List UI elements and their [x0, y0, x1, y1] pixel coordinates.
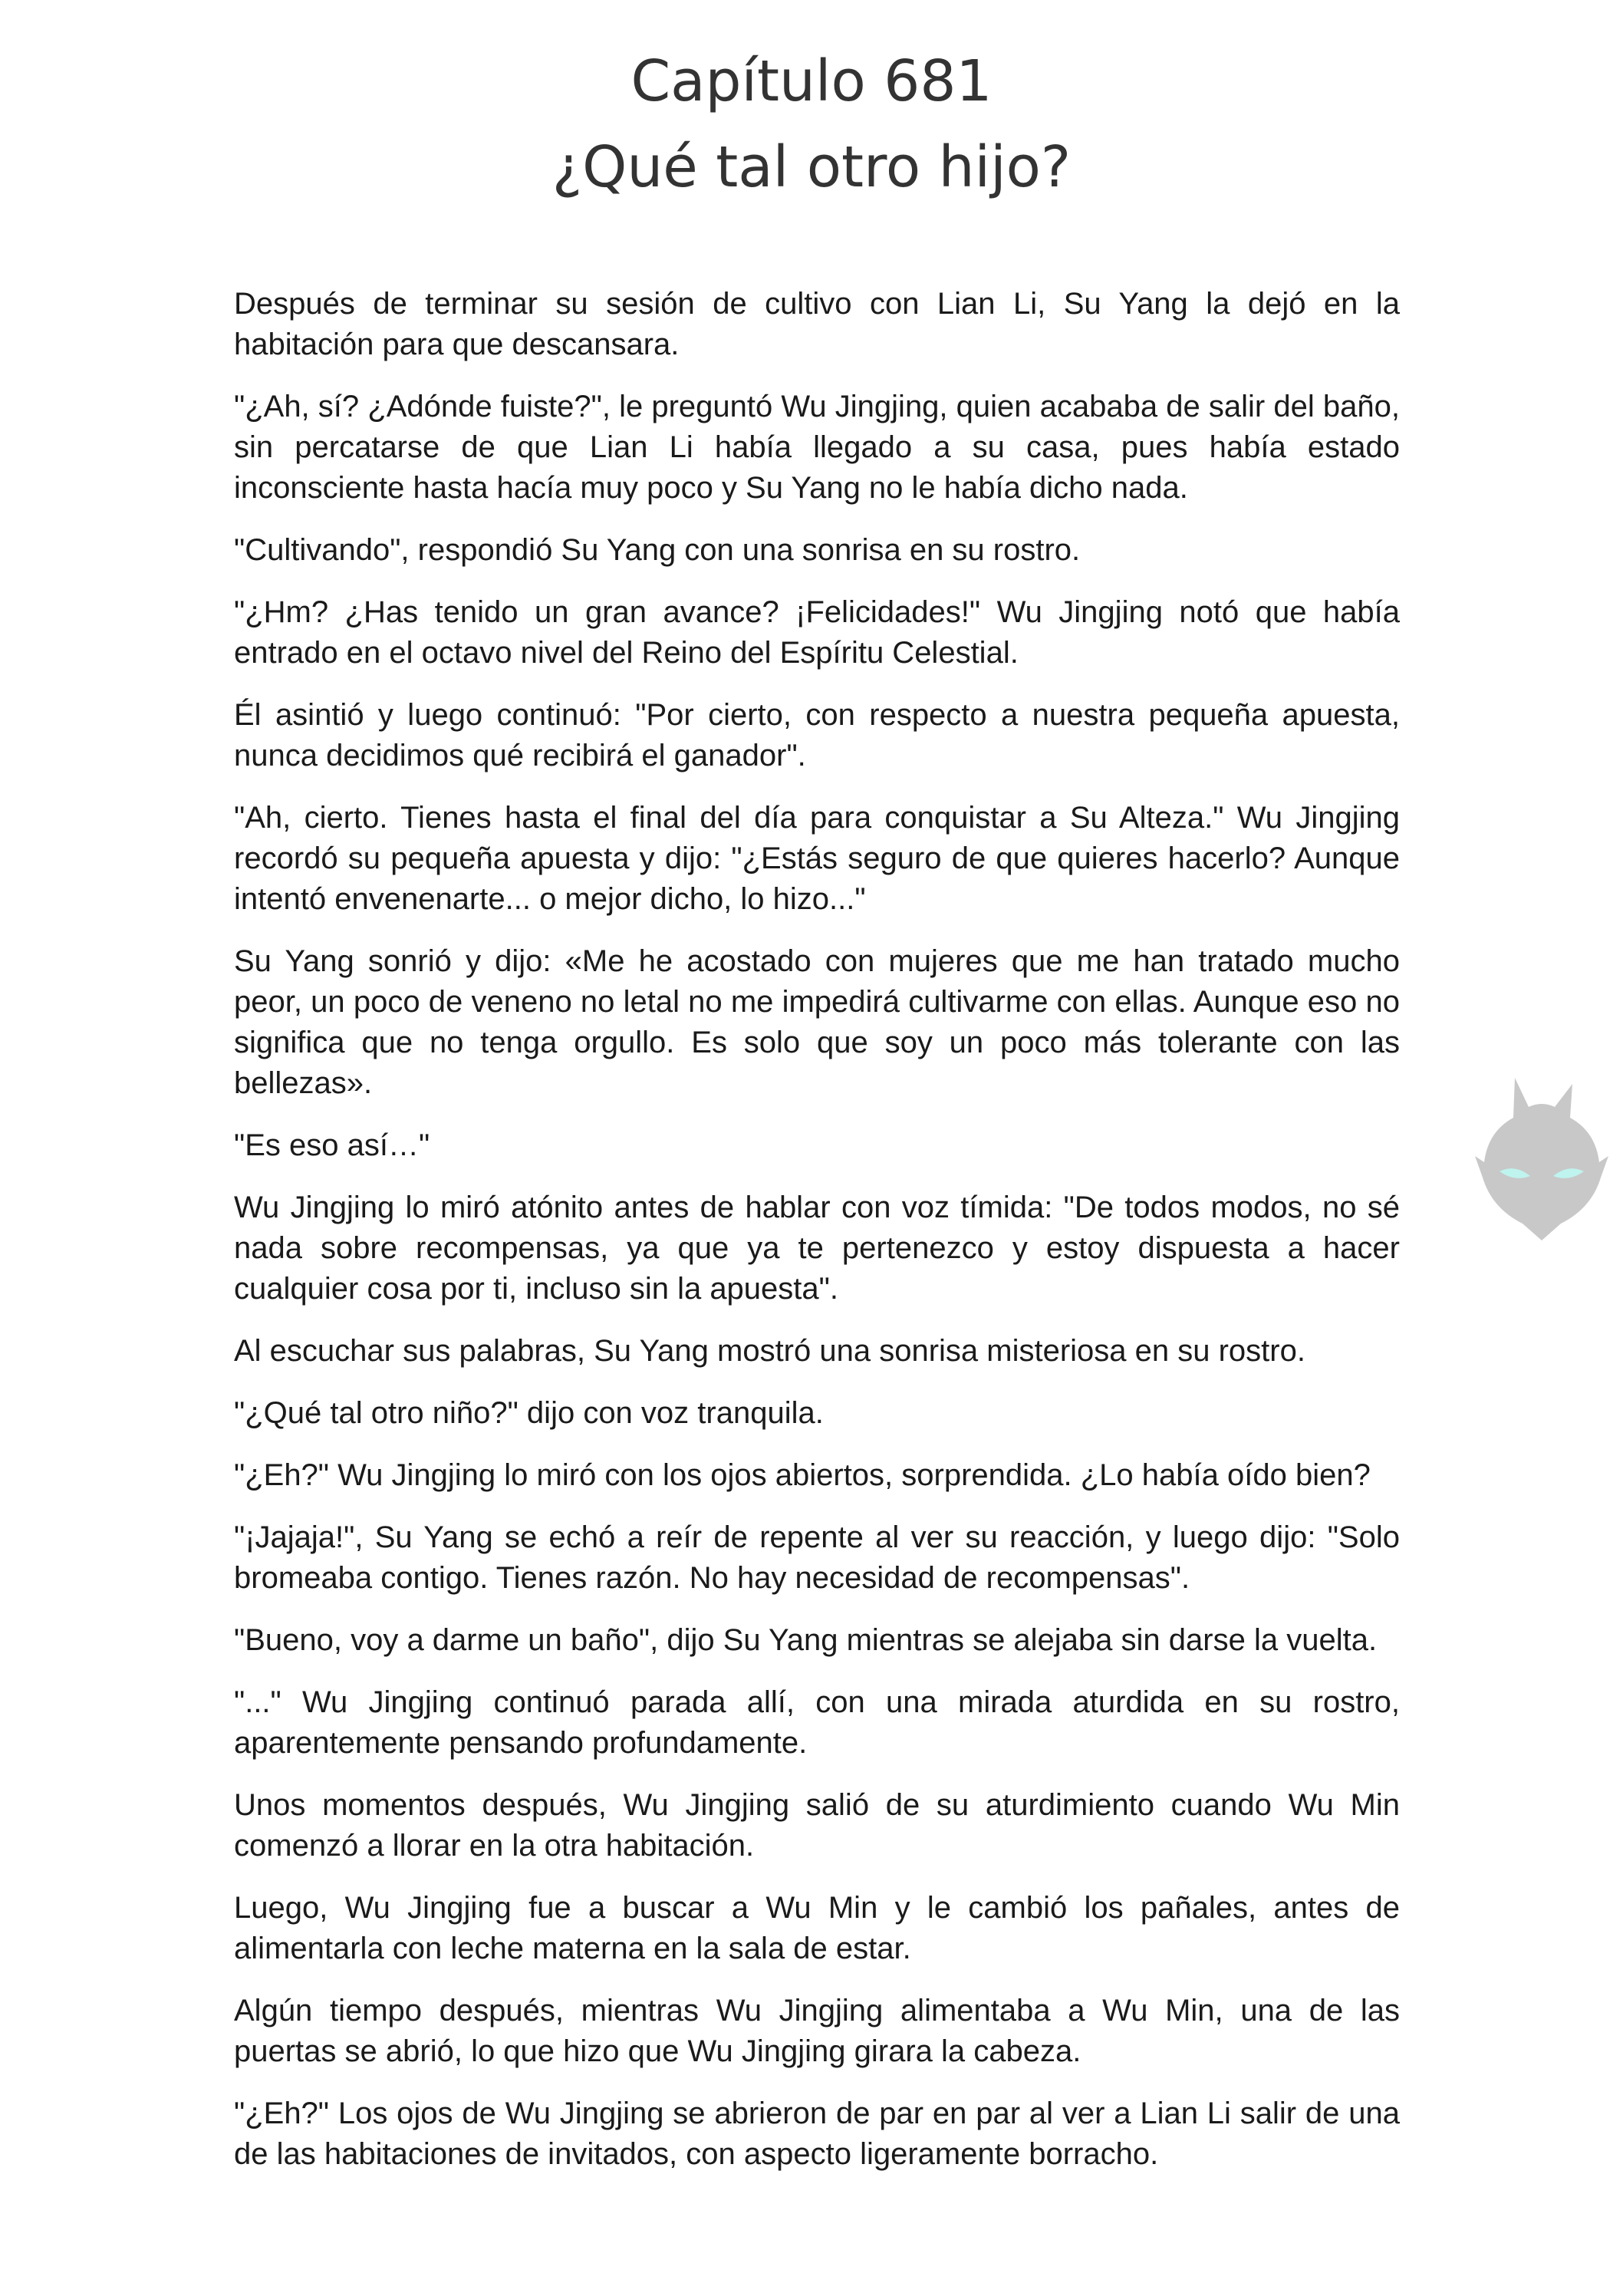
paragraph: Algún tiempo después, mientras Wu Jingjing alimentaba a Wu Min, una de las puertas se abrió, lo que hizo que Wu Jingjing girara la cabeza.	[234, 1994, 1400, 2068]
paragraph: "¿Qué tal otro niño?" dijo con voz tranquila.	[234, 1396, 824, 1430]
paragraph: "¿Eh?" Los ojos de Wu Jingjing se abrieron de par en par al ver a Lian Li salir de una de las habitaciones de invitados, con aspecto ligeramente borracho.	[234, 2097, 1400, 2171]
paragraph: "¿Hm? ¿Has tenido un gran avance? ¡Felicidades!" Wu Jingjing notó que había entrado en el octavo nivel del Reino del Espíritu Celestial.	[234, 595, 1400, 670]
paragraph: Su Yang sonrió y dijo: «Me he acostado con mujeres que me han tratado mucho peor, un poco de veneno no letal no me impedirá cultivarme con ellas. Aunque eso no significa que no tenga orgullo. Es solo que soy un poco más tolerante con las bellezas».	[234, 944, 1400, 1100]
paragraph: "¿Eh?" Wu Jingjing lo miró con los ojos abiertos, sorprendida. ¿Lo había oído bien?	[234, 1458, 1371, 1492]
watermark-head-shape	[1475, 1078, 1608, 1240]
paragraph: "¡Jajaja!", Su Yang se echó a reír de repente al ver su reacción, y luego dijo: "Solo bromeaba contigo. Tienes razón. No hay necesidad de recompensas".	[234, 1520, 1400, 1595]
paragraph: Después de terminar su sesión de cultivo con Lian Li, Su Yang la dejó en la habitación para que descansara.	[234, 287, 1400, 361]
paragraph: Wu Jingjing lo miró atónito antes de hablar con voz tímida: "De todos modos, no sé nada sobre recompensas, ya que ya te pertenezco y estoy dispuesta a hacer cualquier cosa por ti, incluso sin la apuesta".	[234, 1191, 1400, 1306]
demon-head-icon	[1469, 1070, 1615, 1247]
paragraph: "Ah, cierto. Tienes hasta el final del día para conquistar a Su Alteza." Wu Jingjing recordó su pequeña apuesta y dijo: "¿Estás seguro de que quieres hacerlo? Aunque intentó envenenarte... o mejor dicho, lo hizo..."	[234, 801, 1400, 916]
chapter-title: ¿Qué tal otro hijo?	[551, 134, 1072, 200]
paragraph: "..." Wu Jingjing continuó parada allí, con una mirada aturdida en su rostro, aparentemente pensando profundamente.	[234, 1685, 1400, 1760]
paragraph: Unos momentos después, Wu Jingjing salió de su aturdimiento cuando Wu Min comenzó a llorar en la otra habitación.	[234, 1788, 1400, 1863]
paragraph: "¿Ah, sí? ¿Adónde fuiste?", le preguntó Wu Jingjing, quien acababa de salir del baño, sin percatarse de que Lian Li había llegado a su casa, pues había estado inconsciente hasta hacía muy poco y Su Yang no le había dicho nada.	[234, 390, 1400, 505]
paragraph: Él asintió y luego continuó: "Por cierto, con respecto a nuestra pequeña apuesta, nunca decidimos qué recibirá el ganador".	[234, 698, 1400, 772]
chapter-number: Capítulo 681	[630, 48, 993, 114]
paragraph: "Es eso así…"	[234, 1128, 430, 1162]
chapter-header	[0, 38, 1623, 210]
paragraph: Luego, Wu Jingjing fue a buscar a Wu Min y le cambió los pañales, antes de alimentarla con leche materna en la sala de estar.	[234, 1891, 1400, 1965]
paragraph: "Bueno, voy a darme un baño", dijo Su Yang mientras se alejaba sin darse la vuelta.	[234, 1623, 1378, 1657]
chapter-body	[234, 284, 1400, 2196]
paragraph: "Cultivando", respondió Su Yang con una sonrisa en su rostro.	[234, 533, 1081, 567]
paragraph: Al escuchar sus palabras, Su Yang mostró una sonrisa misteriosa en su rostro.	[234, 1334, 1305, 1368]
